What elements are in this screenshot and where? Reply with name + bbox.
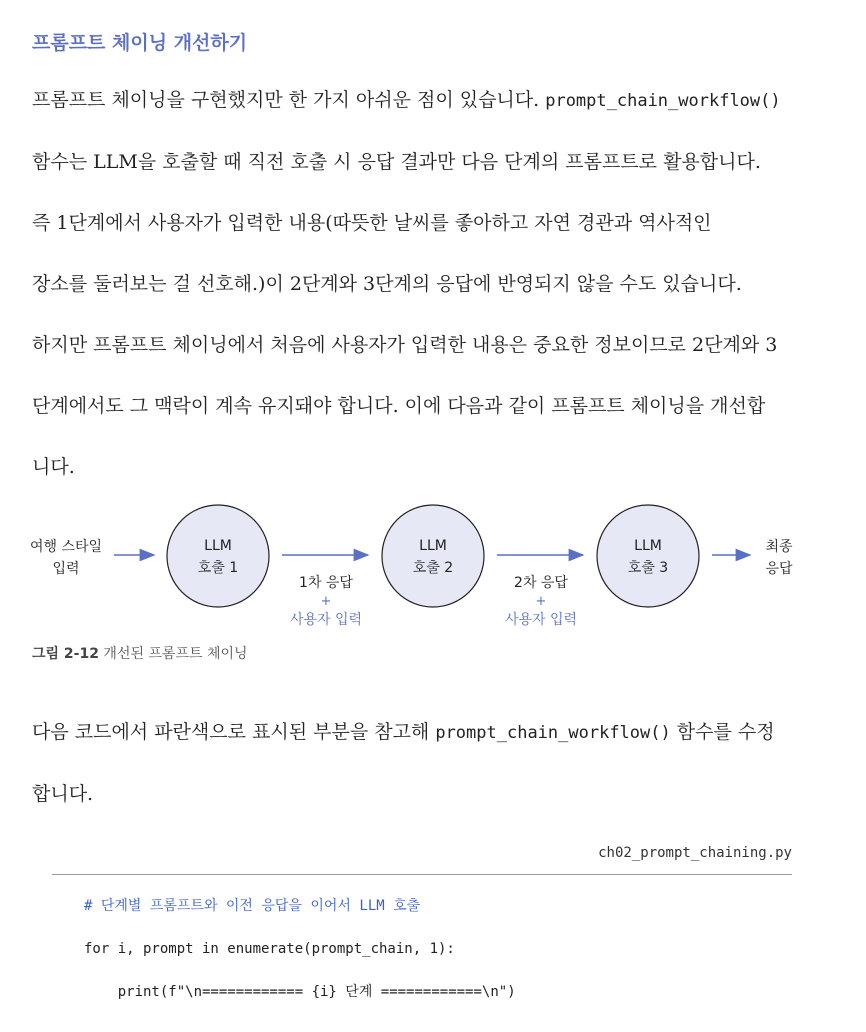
paragraph-line: 하지만 프롬프트 체이닝에서 처음에 사용자가 입력한 내용은 중요한 정보이므로 2단계와 3 [32,334,778,356]
node-label: LLM [204,538,232,554]
node-label: LLM [419,538,447,554]
code-intro-paragraph [32,702,832,825]
paragraph-line: 니다. [32,456,75,478]
output-label: 응답 [765,561,793,577]
code-comment: # 단계별 프롬프트와 이전 응답을 이어서 LLM 호출 [84,898,421,914]
input-label: 여행 스타일 [29,539,103,555]
paragraph-text: 프롬프트 체이닝을 구현했지만 한 가지 아쉬운 점이 있습니다. [32,89,546,111]
llm-node-1 [167,505,269,607]
section-heading: 프롬프트 체이닝 개선하기 [32,32,248,54]
output-label: 최종 [765,539,793,555]
inline-code: prompt_chain_workflow() [435,723,671,743]
node-label: 호출 3 [627,560,669,576]
edge-plus: + [320,594,332,609]
llm-node-3 [597,505,699,607]
input-label: 입력 [52,561,80,577]
paragraph-line: 장소를 둘러보는 걸 선호해.)이 2단계와 3단계의 응답에 반영되지 않을 수도 있습니다. [32,273,742,295]
code-block [84,895,516,1024]
paragraph-line: 단계에서도 그 맥락이 계속 유지돼야 합니다. 이에 다음과 같이 프롬프트 체이닝을 개선합 [32,395,766,417]
figure-caption-text: 개선된 프롬프트 체이닝 [98,646,248,662]
figure-number: 그림 2-12 [32,646,99,662]
intro-paragraph [32,70,832,498]
code-filename: ch02_prompt_chaining.py [598,845,792,861]
edge-user-input-label: 사용자 입력 [289,612,363,628]
llm-node-2 [382,505,484,607]
code-line: print(f"\n============ {i} 단계 ============\n") [84,984,516,1000]
code-divider [52,874,792,875]
code-line: for i, prompt in enumerate(prompt_chain, 1): [84,941,455,957]
inline-code: prompt_chain_workflow() [545,91,781,111]
figure-caption [32,643,248,663]
node-label: 호출 1 [197,560,239,576]
edge-response-label: 2차 응답 [514,575,568,591]
paragraph-text: 다음 코드에서 파란색으로 표시된 부분을 참고해 [32,721,436,743]
node-label: LLM [634,538,662,554]
paragraph-line: 합니다. [32,783,94,805]
edge-response-label: 1차 응답 [299,575,353,591]
paragraph-line: 함수는 LLM을 호출할 때 직전 호출 시 응답 결과만 다음 단계의 프롬프트로 활용합니다. [32,151,761,173]
prompt-chaining-diagram [0,495,866,635]
paragraph-line: 즉 1단계에서 사용자가 입력한 내용(따뜻한 날씨를 좋아하고 자연 경관과 역사적인 [32,212,712,234]
edge-user-input-label: 사용자 입력 [504,612,578,628]
node-label: 호출 2 [412,560,454,576]
paragraph-text: 함수를 수정 [670,721,775,743]
paragraph-line [32,70,832,132]
edge-plus: + [535,594,547,609]
paragraph-line [32,702,832,764]
